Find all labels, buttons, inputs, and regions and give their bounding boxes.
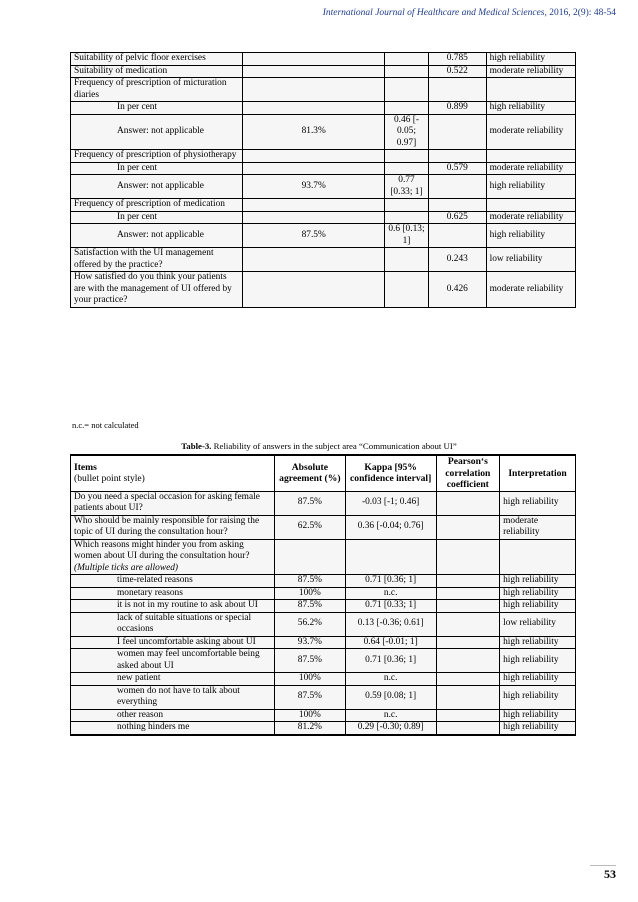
cell-interpretation — [500, 539, 576, 575]
cell-absolute-agreement-text: 100% — [298, 709, 321, 720]
cell-interpretation — [486, 224, 575, 248]
cell-absolute-agreement — [243, 162, 385, 175]
cell-item — [71, 600, 275, 613]
cell-interpretation — [500, 491, 576, 515]
cell-interpretation — [500, 575, 576, 588]
cell-absolute-agreement-text: 100% — [298, 587, 321, 598]
cell-interpretation — [500, 685, 576, 709]
cell-absolute-agreement — [243, 199, 385, 212]
cell-absolute-agreement-text: 62.5% — [297, 521, 322, 532]
cell-item-text: women may feel uncomfortable being asked about UI — [117, 649, 260, 671]
cell-kappa-text: -0.03 [-1; 0.46] — [362, 497, 420, 508]
cell-absolute-agreement — [275, 612, 346, 636]
cell-interpretation-text: high reliability — [503, 691, 559, 702]
cell-interpretation — [500, 673, 576, 686]
cell-interpretation — [486, 199, 575, 212]
page-number: 53 — [604, 867, 616, 881]
cell-kappa — [345, 649, 436, 673]
header-kappa: Kappa [95% confidence interval] — [345, 455, 436, 491]
cell-interpretation — [500, 587, 576, 600]
cell-kappa-text: 0.71 [0.36; 1] — [365, 575, 417, 585]
header-pearson: Pearson‘s correlation coefficient — [436, 455, 500, 491]
table-header-row — [71, 455, 576, 491]
cell-absolute-agreement — [275, 709, 346, 722]
cell-interpretation — [500, 515, 576, 539]
cell-interpretation-text: high reliability — [503, 722, 559, 732]
header-items-sub: (bullet point style) — [74, 473, 145, 485]
cell-pearson — [436, 685, 500, 709]
table-row — [71, 587, 576, 600]
journal-citation: , 2016, 2(9): 48-54 — [544, 8, 616, 18]
cell-kappa-text: 0.71 [0.36; 1] — [365, 654, 417, 665]
cell-kappa — [385, 224, 429, 248]
cell-item-text: nothing hinders me — [117, 722, 190, 732]
cell-kappa — [345, 539, 436, 575]
cell-absolute-agreement — [243, 248, 385, 272]
cell-kappa — [385, 102, 429, 115]
cell-item-text: lack of suitable situations or special occasions — [117, 612, 252, 634]
cell-absolute-agreement — [275, 600, 346, 613]
cell-pearson — [436, 649, 500, 673]
cell-item-text: Satisfaction with the UI management offered by the practice? — [74, 248, 214, 270]
cell-kappa — [345, 575, 436, 588]
cell-interpretation-text: high reliability — [503, 709, 559, 720]
cell-kappa-text: 0.46 [- 0.05; 0.97] — [393, 114, 419, 148]
cell-absolute-agreement — [243, 224, 385, 248]
cell-kappa — [385, 162, 429, 175]
cell-kappa — [345, 685, 436, 709]
cell-item-text: In per cent — [117, 102, 158, 112]
cell-kappa — [345, 600, 436, 613]
cell-item — [71, 150, 243, 163]
cell-absolute-agreement-text: 81.2% — [297, 722, 322, 732]
cell-pearson — [436, 575, 500, 588]
cell-kappa — [385, 175, 429, 199]
cell-interpretation — [486, 65, 575, 78]
cell-item-text: In per cent — [117, 211, 158, 222]
table-3-caption-text: Reliability of answers in the subject area “Communication about UI” — [211, 441, 457, 451]
cell-kappa — [345, 636, 436, 649]
cell-item-text: Who should be mainly responsible for raising the topic of UI during the consultation hour? — [74, 515, 260, 537]
table-row — [71, 649, 576, 673]
cell-pearson — [436, 722, 500, 735]
cell-item-text: Frequency of prescription of medication — [74, 199, 225, 209]
cell-interpretation — [486, 162, 575, 175]
cell-interpretation — [500, 612, 576, 636]
cell-item — [71, 515, 275, 539]
cell-item — [71, 709, 275, 722]
cell-pearson — [428, 150, 486, 163]
header-absolute: Absolute agreement (%) — [275, 455, 346, 491]
table-row — [71, 709, 576, 722]
cell-item-text: other reason — [117, 709, 164, 720]
cell-item — [71, 612, 275, 636]
cell-absolute-agreement — [275, 491, 346, 515]
table-row — [71, 65, 576, 78]
cell-item-text: time-related reasons — [117, 575, 193, 585]
cell-item-italic-note: (Multiple ticks are allowed) — [74, 562, 179, 573]
header-interpretation: Interpretation — [500, 455, 576, 491]
table-row — [71, 162, 576, 175]
cell-item — [71, 685, 275, 709]
cell-interpretation-text: high reliability — [503, 600, 559, 610]
cell-item-text: new patient — [117, 673, 161, 683]
journal-name: International Journal of Healthcare and Medical Sciences — [322, 8, 545, 18]
cell-absolute-agreement — [275, 673, 346, 686]
cell-absolute-agreement-text: 87.5% — [297, 691, 322, 702]
cell-item-text: Suitability of pelvic floor exercises — [74, 53, 206, 63]
cell-item — [71, 211, 243, 224]
table-row — [71, 685, 576, 709]
cell-item — [71, 65, 243, 78]
cell-absolute-agreement — [243, 65, 385, 78]
cell-item-text: How satisfied do you think your patients are with the management of UI offered by your practice? — [74, 272, 232, 305]
cell-absolute-agreement — [275, 649, 346, 673]
page-rule — [590, 865, 616, 866]
cell-pearson — [436, 587, 500, 600]
table-3 — [70, 454, 576, 736]
cell-item-text: monetary reasons — [117, 587, 183, 598]
cell-kappa — [345, 709, 436, 722]
cell-absolute-agreement-text: 93.7% — [297, 636, 322, 647]
cell-interpretation-text: high reliability — [489, 53, 546, 63]
cell-interpretation-text: moderate reliability — [489, 283, 564, 294]
cell-pearson — [428, 114, 486, 150]
cell-interpretation-text: low reliability — [503, 618, 556, 629]
table-2-body — [71, 53, 576, 308]
cell-absolute-agreement — [243, 102, 385, 115]
cell-absolute-agreement — [275, 722, 346, 735]
cell-pearson — [428, 248, 486, 272]
cell-pearson — [428, 175, 486, 199]
cell-interpretation-text: high reliability — [503, 673, 559, 683]
cell-item — [71, 78, 243, 102]
cell-absolute-agreement-text: 87.5% — [297, 497, 322, 508]
cell-kappa-text: n.c. — [383, 709, 398, 720]
cell-kappa — [385, 78, 429, 102]
cell-item-text: Frequency of prescription of micturation diaries — [74, 78, 227, 100]
cell-pearson-text: 0.625 — [446, 211, 468, 222]
cell-item — [71, 636, 275, 649]
cell-item — [71, 114, 243, 150]
cell-kappa — [385, 150, 429, 163]
cell-kappa-text: 0.6 [0.13; 1] — [388, 224, 425, 246]
cell-item — [71, 491, 275, 515]
cell-interpretation-text: high reliability — [489, 102, 546, 112]
cell-kappa-text: 0.64 [-0.01; 1] — [363, 636, 418, 647]
cell-item — [71, 248, 243, 272]
cell-interpretation — [486, 272, 575, 308]
cell-absolute-agreement — [243, 53, 385, 66]
cell-interpretation-text: moderate reliability — [503, 515, 540, 537]
table-3-body — [71, 491, 576, 735]
cell-absolute-agreement-text: 87.5% — [297, 654, 322, 665]
cell-pearson — [428, 65, 486, 78]
cell-interpretation — [500, 600, 576, 613]
cell-item — [71, 199, 243, 212]
cell-pearson-text: 0.785 — [446, 53, 468, 63]
cell-interpretation — [486, 53, 575, 66]
cell-interpretation — [486, 211, 575, 224]
cell-interpretation-text: high reliability — [503, 575, 559, 585]
cell-kappa — [345, 612, 436, 636]
table-row — [71, 211, 576, 224]
table-row — [71, 175, 576, 199]
table-row — [71, 248, 576, 272]
cell-kappa — [385, 199, 429, 212]
cell-absolute-agreement-text: 87.5% — [297, 575, 322, 585]
cell-absolute-agreement — [275, 539, 346, 575]
cell-interpretation — [500, 636, 576, 649]
cell-item-text: Which reasons might hinder you from asking women about UI during the consultation hour? — [74, 539, 250, 561]
cell-kappa — [385, 65, 429, 78]
cell-item-text: Answer: not applicable — [117, 180, 204, 191]
table-row — [71, 491, 576, 515]
header-items — [71, 455, 275, 491]
cell-kappa — [385, 53, 429, 66]
cell-pearson-text: 0.426 — [446, 283, 468, 294]
table-row — [71, 114, 576, 150]
cell-pearson — [436, 636, 500, 649]
cell-pearson-text: 0.243 — [446, 253, 468, 264]
cell-absolute-agreement — [275, 587, 346, 600]
cell-absolute-agreement-text: 100% — [298, 673, 321, 683]
cell-item — [71, 649, 275, 673]
cell-kappa — [385, 114, 429, 150]
cell-absolute-agreement — [243, 114, 385, 150]
table-row — [71, 150, 576, 163]
cell-pearson-text: 0.899 — [446, 102, 468, 112]
table-row — [71, 515, 576, 539]
cell-absolute-agreement — [275, 685, 346, 709]
cell-kappa — [385, 248, 429, 272]
journal-header — [323, 8, 616, 18]
cell-item-text: Answer: not applicable — [117, 229, 204, 240]
cell-pearson — [436, 709, 500, 722]
cell-absolute-agreement — [243, 150, 385, 163]
cell-pearson — [436, 515, 500, 539]
cell-interpretation — [486, 175, 575, 199]
cell-absolute-agreement-text: 87.5% — [297, 600, 322, 610]
cell-interpretation — [500, 649, 576, 673]
cell-interpretation-text: moderate reliability — [489, 65, 564, 76]
table-row — [71, 673, 576, 686]
cell-item — [71, 224, 243, 248]
header-items-label: Items — [74, 461, 97, 473]
cell-absolute-agreement — [243, 272, 385, 308]
cell-kappa-text: 0.59 [0.08; 1] — [365, 691, 417, 702]
cell-pearson — [436, 491, 500, 515]
cell-absolute-agreement — [243, 175, 385, 199]
table-row — [71, 636, 576, 649]
table-3-caption — [0, 441, 638, 451]
table-row — [71, 600, 576, 613]
cell-kappa-text: 0.77 [0.33; 1] — [390, 175, 423, 197]
table-row — [71, 78, 576, 102]
cell-pearson — [428, 199, 486, 212]
cell-kappa-text: 0.36 [-0.04; 0.76] — [357, 521, 424, 532]
cell-interpretation — [486, 78, 575, 102]
cell-interpretation — [486, 102, 575, 115]
cell-item-text: I feel uncomfortable asking about UI — [117, 636, 256, 647]
cell-interpretation-text: high reliability — [503, 636, 559, 647]
cell-kappa-text: 0.13 [-0.36; 0.61] — [357, 618, 424, 629]
cell-pearson — [436, 600, 500, 613]
cell-pearson-text: 0.522 — [446, 65, 468, 76]
table-row — [71, 224, 576, 248]
table-row — [71, 53, 576, 66]
cell-pearson — [436, 539, 500, 575]
cell-item — [71, 272, 243, 308]
cell-kappa-text: 0.29 [-0.30; 0.89] — [357, 722, 424, 732]
cell-absolute-agreement — [243, 211, 385, 224]
cell-interpretation-text: high reliability — [503, 587, 559, 598]
cell-kappa — [345, 587, 436, 600]
cell-pearson — [428, 272, 486, 308]
cell-absolute-agreement-text: 87.5% — [301, 229, 326, 240]
cell-pearson — [428, 53, 486, 66]
cell-item — [71, 722, 275, 735]
cell-item — [71, 102, 243, 115]
cell-pearson — [428, 224, 486, 248]
cell-interpretation — [500, 722, 576, 735]
footnote: n.c.= not calculated — [72, 420, 139, 430]
cell-item-text: Frequency of prescription of physiotherapy — [74, 150, 237, 160]
cell-kappa-text: n.c. — [383, 587, 398, 598]
cell-kappa — [345, 722, 436, 735]
cell-interpretation-text: high reliability — [489, 180, 546, 191]
cell-interpretation-text: moderate reliability — [489, 162, 564, 173]
cell-interpretation-text: high reliability — [489, 229, 546, 240]
cell-pearson-text: 0.579 — [446, 162, 468, 173]
cell-interpretation — [486, 114, 575, 150]
table-row — [71, 272, 576, 308]
cell-item-text: it is not in my routine to ask about UI — [117, 600, 258, 610]
cell-pearson — [436, 612, 500, 636]
cell-interpretation — [486, 150, 575, 163]
cell-pearson — [428, 211, 486, 224]
cell-absolute-agreement — [275, 636, 346, 649]
cell-item — [71, 587, 275, 600]
cell-item — [71, 53, 243, 66]
cell-kappa — [385, 272, 429, 308]
cell-kappa — [345, 491, 436, 515]
cell-absolute-agreement — [243, 78, 385, 102]
cell-interpretation-text: high reliability — [503, 497, 559, 508]
table-row — [71, 199, 576, 212]
cell-item-text: Do you need a special occasion for asking female patients about UI? — [74, 491, 260, 513]
cell-item-text: In per cent — [117, 162, 158, 173]
cell-kappa — [345, 673, 436, 686]
cell-absolute-agreement — [275, 515, 346, 539]
cell-pearson — [436, 673, 500, 686]
table-row — [71, 539, 576, 575]
cell-pearson — [428, 162, 486, 175]
cell-kappa-text: n.c. — [383, 673, 398, 683]
cell-item-text: women do not have to talk about everything — [117, 685, 240, 707]
cell-absolute-agreement-text: 56.2% — [297, 618, 322, 629]
cell-kappa — [345, 515, 436, 539]
table-row — [71, 722, 576, 735]
cell-absolute-agreement-text: 81.3% — [301, 126, 326, 136]
cell-item — [71, 175, 243, 199]
cell-item — [71, 673, 275, 686]
cell-kappa-text: 0.71 [0.33; 1] — [365, 600, 417, 610]
cell-item — [71, 539, 275, 575]
cell-item-text: Suitability of medication — [74, 65, 168, 76]
cell-interpretation — [486, 248, 575, 272]
table-3-caption-label: Table-3. — [181, 441, 212, 451]
cell-interpretation-text: high reliability — [503, 654, 559, 665]
cell-pearson — [428, 78, 486, 102]
cell-item — [71, 575, 275, 588]
cell-interpretation-text: moderate reliability — [489, 211, 564, 222]
table-row — [71, 102, 576, 115]
table-row — [71, 575, 576, 588]
cell-interpretation-text: moderate reliability — [489, 126, 564, 136]
cell-item-text: Answer: not applicable — [117, 126, 204, 136]
cell-absolute-agreement-text: 93.7% — [301, 180, 326, 191]
cell-absolute-agreement — [275, 575, 346, 588]
table-2-continued — [70, 52, 576, 308]
table-row — [71, 612, 576, 636]
cell-pearson — [428, 102, 486, 115]
cell-interpretation — [500, 709, 576, 722]
cell-interpretation-text: low reliability — [489, 253, 543, 264]
cell-kappa — [385, 211, 429, 224]
cell-item — [71, 162, 243, 175]
